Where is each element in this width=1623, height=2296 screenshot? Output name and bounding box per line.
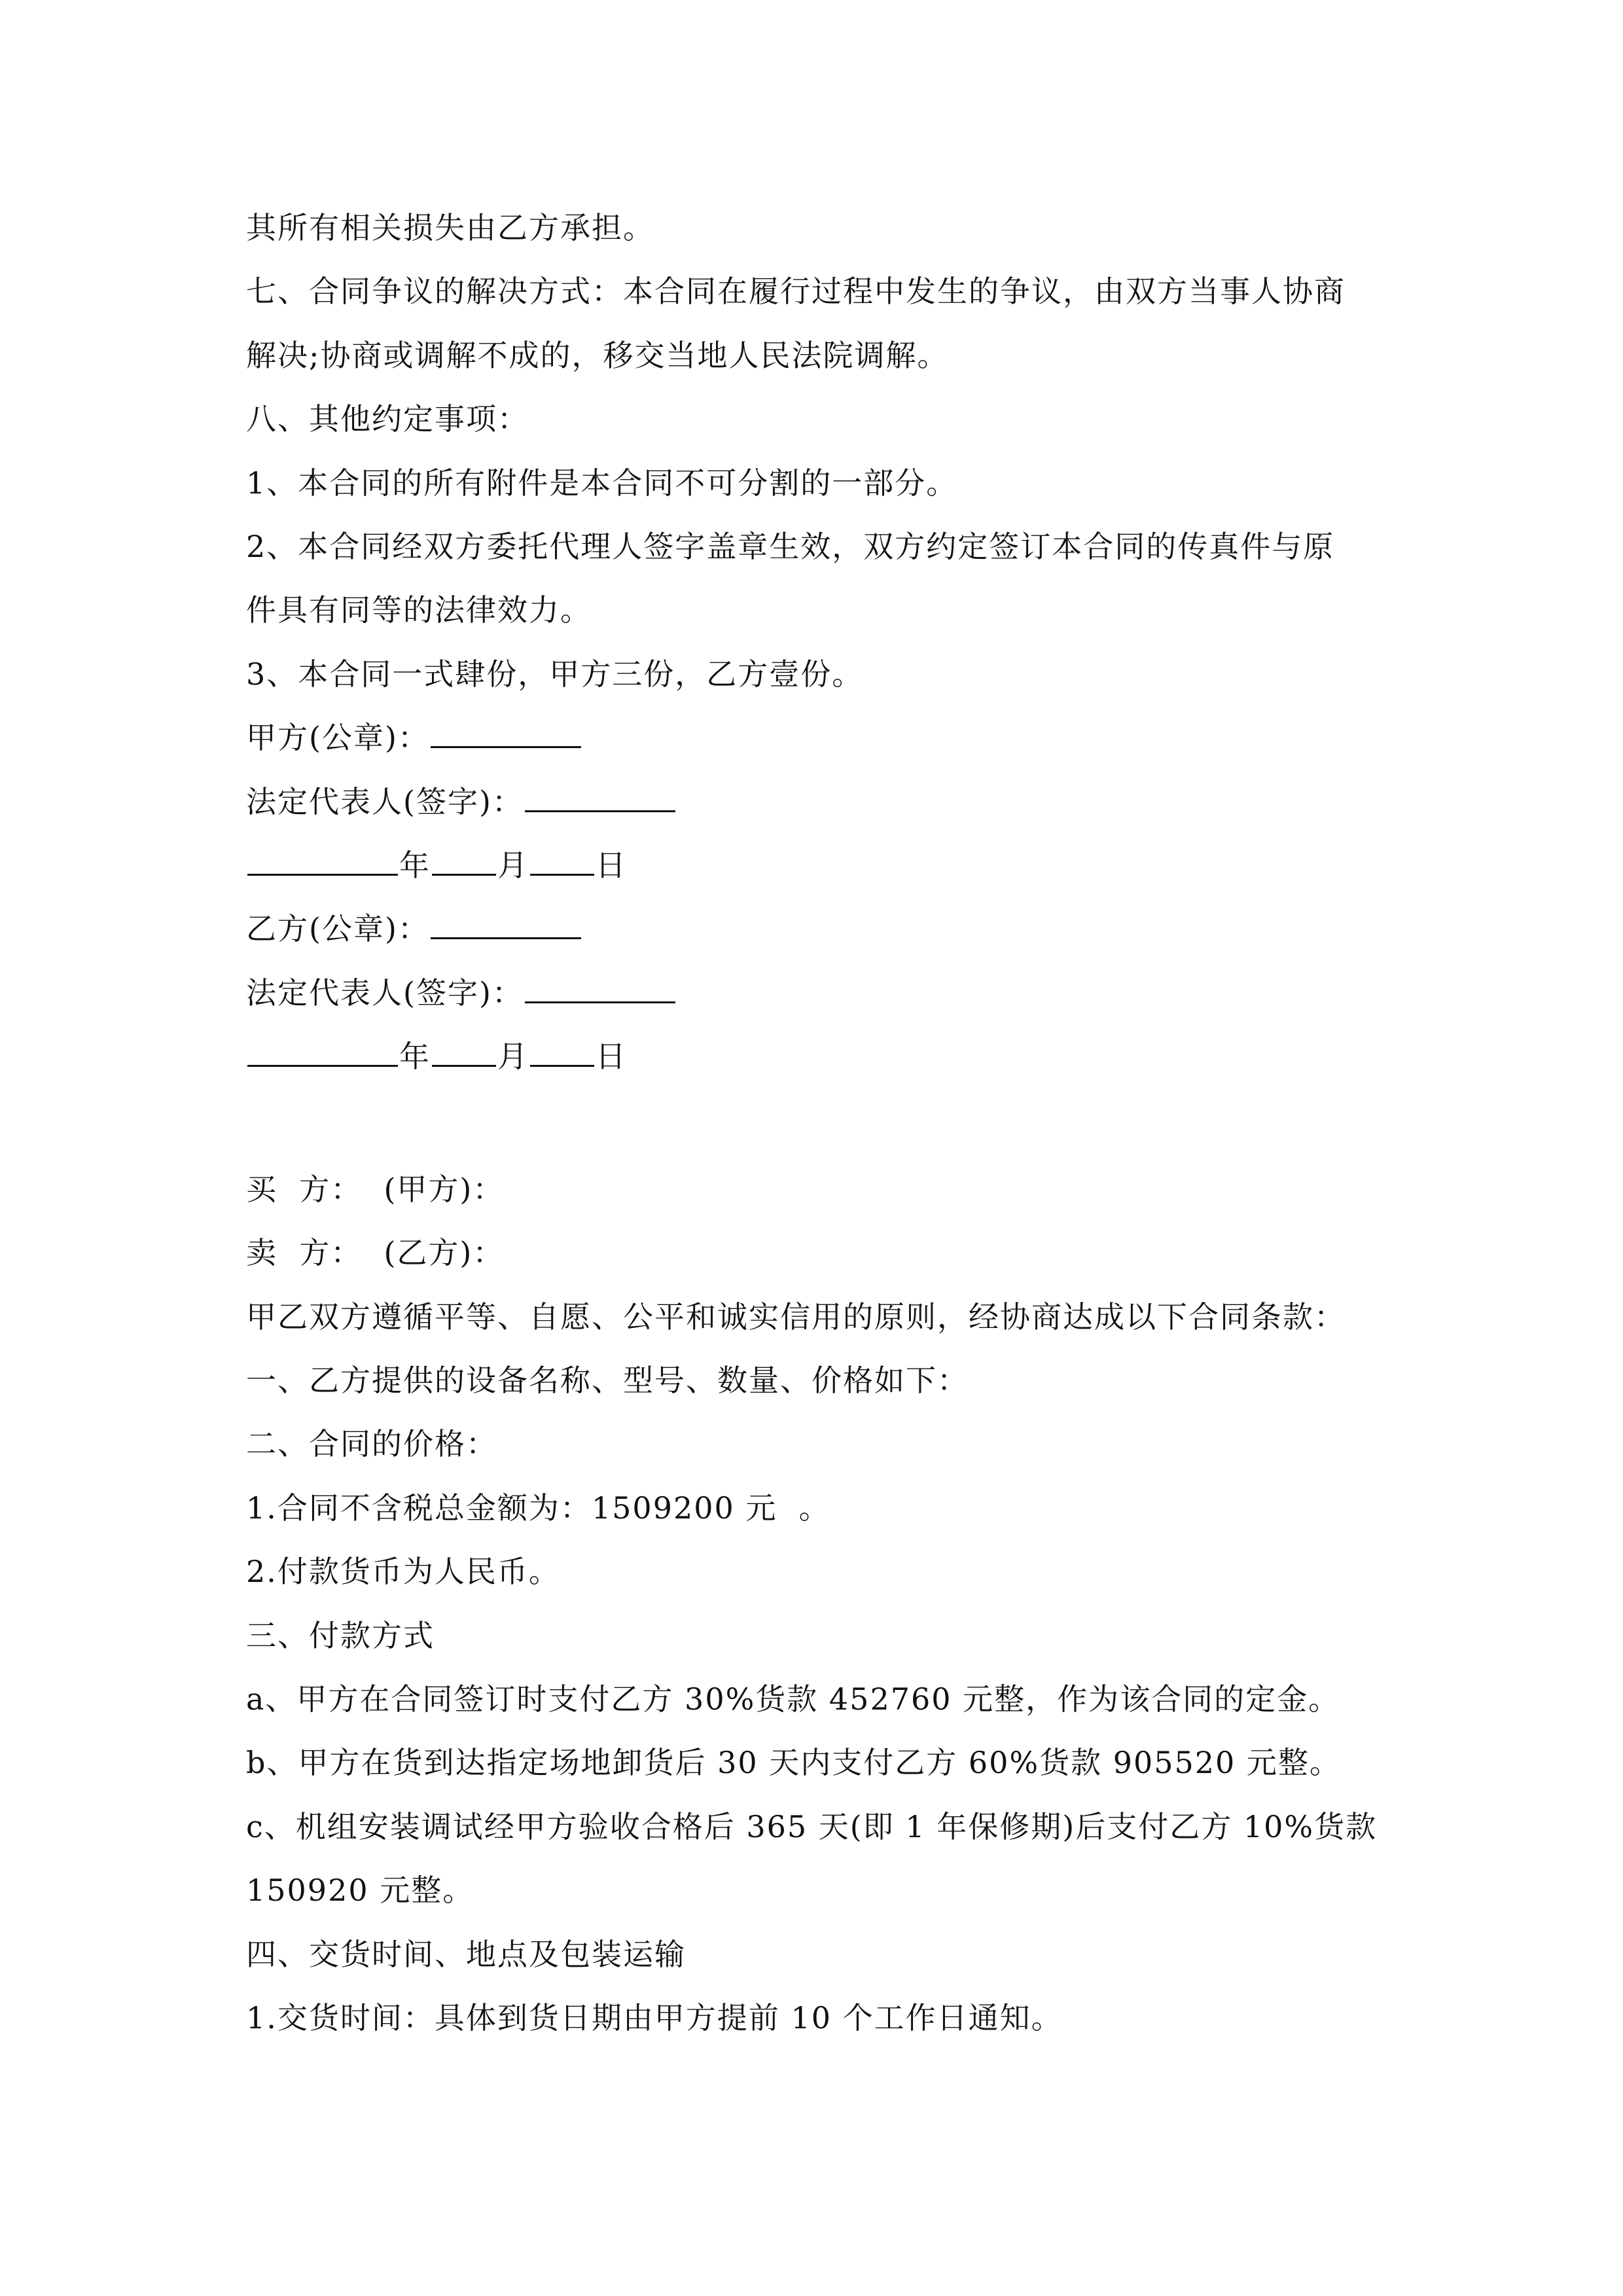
- spacer: [246, 1088, 1411, 1152]
- party-b-rep-label: 法定代表人(签字)：: [246, 975, 524, 1011]
- party-b-day-blank[interactable]: [530, 1035, 594, 1067]
- party-b-seal-row: [246, 897, 1411, 961]
- clause-1: 一、乙方提供的设备名称、型号、数量、价格如下：: [246, 1363, 969, 1399]
- year-label: 年: [399, 1039, 431, 1075]
- dispute-clause: 七、合同争议的解决方式：本合同在履行过程中发生的争议，由双方当事人协商: [246, 274, 1346, 310]
- clause-2-heading: 二、合同的价格：: [246, 1426, 497, 1462]
- party-a-seal-blank[interactable]: [431, 716, 581, 748]
- clause-3-item-c: c、机组安装调试经甲方验收合格后 365 天(即 1 年保修期)后支付乙方 10%货款: [246, 1808, 1378, 1844]
- year-label: 年: [399, 847, 431, 883]
- day-label: 日: [596, 1039, 627, 1075]
- party-b-month-blank[interactable]: [432, 1035, 496, 1067]
- party-a-rep-label: 法定代表人(签字)：: [246, 783, 524, 819]
- party-a-month-blank[interactable]: [432, 844, 496, 876]
- clause-2-item-1: 1.合同不含税总金额为：1509200 元 。: [246, 1490, 830, 1526]
- buyer-line: 买 方： (甲方)：: [246, 1171, 505, 1207]
- party-b-rep-blank[interactable]: [525, 971, 675, 1003]
- preamble: 甲乙双方遵循平等、自愿、公平和诚实信用的原则，经协商达成以下合同条款：: [246, 1299, 1346, 1335]
- clause-2-item-2: 2.付款货币为人民币。: [246, 1554, 560, 1590]
- day-label: 日: [596, 847, 627, 883]
- other-term-1: 1、本合同的所有附件是本合同不可分割的一部分。: [246, 465, 958, 501]
- party-a-rep-row: [246, 770, 1411, 834]
- party-a-rep-blank[interactable]: [525, 780, 675, 812]
- party-a-date-row: [246, 834, 1411, 897]
- text-line: 其所有相关损失由乙方承担。: [246, 210, 654, 245]
- month-label: 月: [497, 847, 529, 883]
- party-a-seal-label: 甲方(公章)：: [246, 720, 429, 756]
- seller-line: 卖 方： (乙方)：: [246, 1235, 505, 1271]
- other-term-2: 2、本合同经双方委托代理人签字盖章生效，双方约定签订本合同的传真件与原: [246, 528, 1335, 564]
- spacer: [246, 1153, 1411, 1158]
- party-a-day-blank[interactable]: [530, 844, 594, 876]
- party-a-seal-row: [246, 706, 1411, 770]
- other-terms-heading: 八、其他约定事项：: [246, 401, 529, 437]
- party-a-year-blank[interactable]: [247, 844, 398, 876]
- party-b-seal-blank[interactable]: [431, 907, 581, 939]
- dispute-clause-cont: 解决;协商或调解不成的，移交当地人民法院调解。: [246, 337, 949, 373]
- clause-4-item-1: 1.交货时间：具体到货日期由甲方提前 10 个工作日通知。: [246, 2000, 1063, 2036]
- clause-4-heading: 四、交货时间、地点及包装运输: [246, 1936, 686, 1972]
- document-body: [246, 196, 1411, 2050]
- clause-3-item-a: a、甲方在合同签订时支付乙方 30%货款 452760 元整，作为该合同的定金。: [246, 1681, 1340, 1717]
- clause-3-heading: 三、付款方式: [246, 1617, 435, 1653]
- party-b-date-row: [246, 1025, 1411, 1088]
- party-b-rep-row: [246, 961, 1411, 1025]
- other-term-3: 3、本合同一式肆份，甲方三份，乙方壹份。: [246, 656, 864, 692]
- other-term-2-cont: 件具有同等的法律效力。: [246, 592, 592, 628]
- month-label: 月: [497, 1039, 529, 1075]
- party-b-year-blank[interactable]: [247, 1035, 398, 1067]
- clause-3-item-b: b、甲方在货到达指定场地卸货后 30 天内支付乙方 60%货款 905520 元整。: [246, 1745, 1341, 1781]
- party-b-seal-label: 乙方(公章)：: [246, 911, 429, 947]
- clause-3-item-c-cont: 150920 元整。: [246, 1873, 474, 1909]
